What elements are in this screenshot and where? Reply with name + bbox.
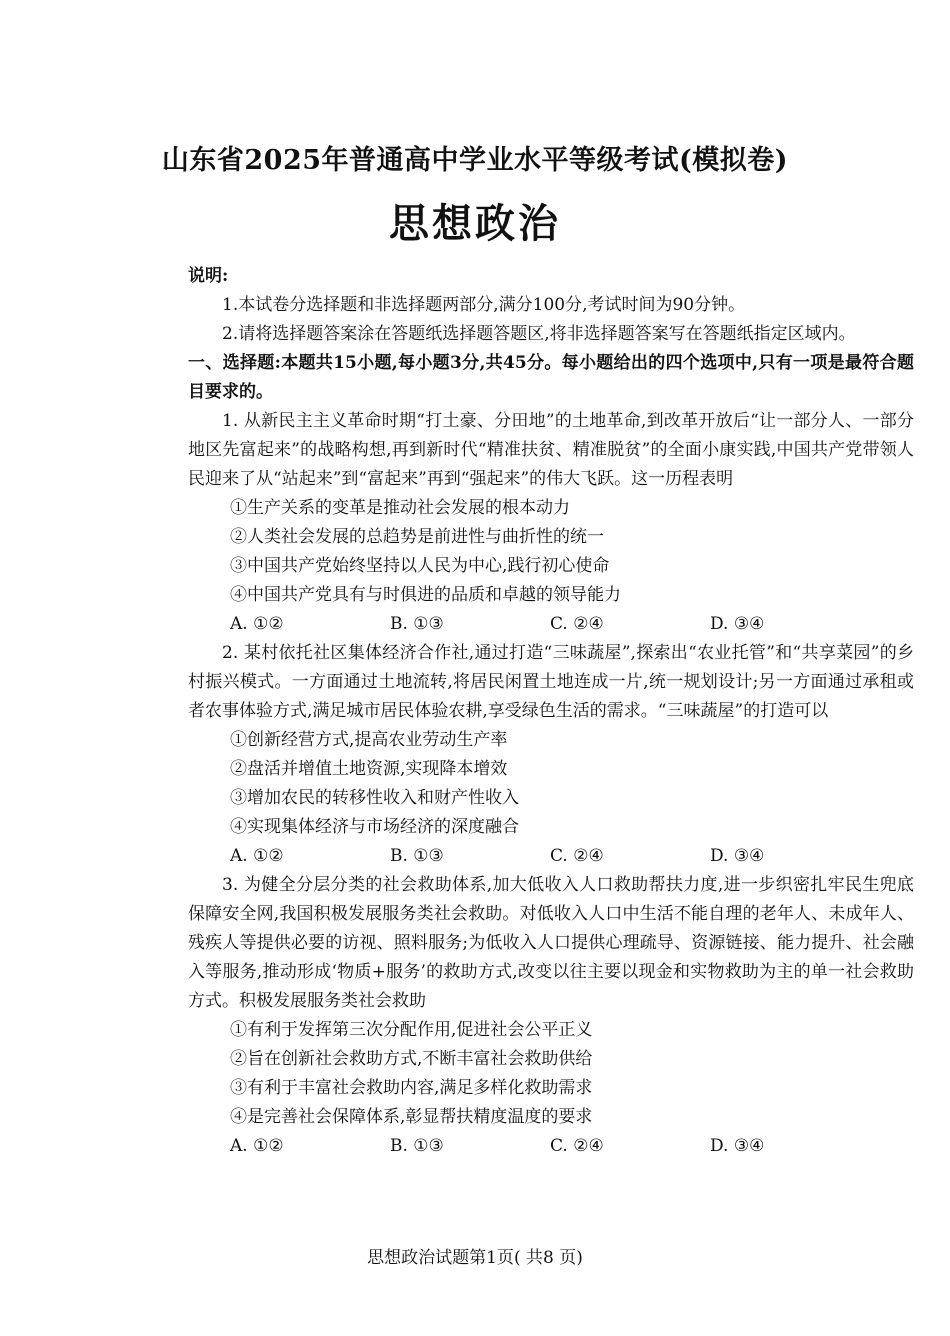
- question-option: ④实现集体经济与市场经济的深度融合: [230, 817, 519, 837]
- question-option: ②旨在创新社会救助方式,不断丰富社会救助供给: [230, 1049, 593, 1069]
- question-option: ③中国共产党始终坚持以人民为中心,践行初心使命: [230, 556, 610, 576]
- question-option: ①生产关系的变革是推动社会发展的根本动力: [230, 498, 570, 518]
- subject-title: 思想政治: [389, 200, 561, 247]
- question-stem: 3. 为健全分层分类的社会救助体系,加大低收入人口救助帮扶力度,进一步织密扎牢民生兜底保障安全网,我国积极发展服务类社会救助。对低收入人口中生活不能自理的老年人、未成年人、残疾人等提供必要的访视、照料服务;为低收入人口提供心理疏导、资源链接、能力提升、社会融入等服务,推动形成‘物质+服务’的救助方式,改变以往主要以现金和实物救助为主的单一社会救助方式。积极发展服务类社会救助: [188, 875, 914, 1011]
- question-option: ①创新经营方式,提高农业劳动生产率: [230, 730, 508, 750]
- answer-choice-c: C. ②④: [550, 846, 604, 866]
- answer-choice-a: A. ①②: [230, 614, 284, 634]
- question-3: [188, 871, 914, 1161]
- question-option: ④中国共产党具有与时俱进的品质和卓越的领导能力: [230, 585, 621, 605]
- answer-choice-b: B. ①③: [390, 614, 444, 634]
- answer-choice-a: A. ①②: [230, 1136, 284, 1156]
- answer-choice-a: A. ①②: [230, 846, 284, 866]
- question-option: ②人类社会发展的总趋势是前进性与曲折性的统一: [230, 527, 604, 547]
- page-footer: 思想政治试题第1页( 共8 页): [367, 1248, 583, 1268]
- question-2: [188, 639, 914, 871]
- question-option: ②盘活并增值土地资源,实现降本增效: [230, 759, 508, 779]
- answer-choice-b: B. ①③: [390, 1136, 444, 1156]
- question-stem: 1. 从新民主主义革命时期“打土豪、分田地”的土地革命,到改革开放后“让一部分人、一部分地区先富起来”的战略构想,再到新时代“精准扶贫、精准脱贫”的全面小康实践,中国共产党带领人民迎来了从“站起来”到“富起来”再到“强起来”的伟大飞跃。这一历程表明: [188, 411, 914, 489]
- question-option: ①有利于发挥第三次分配作用,促进社会公平正义: [230, 1020, 593, 1040]
- instructions-label: 说明:: [188, 266, 229, 286]
- question-1: [188, 407, 914, 639]
- answer-choices: [230, 842, 914, 871]
- answer-choice-b: B. ①③: [390, 846, 444, 866]
- answer-choices: [230, 610, 914, 639]
- instruction-item: 1.本试卷分选择题和非选择题两部分,满分100分,考试时间为90分钟。: [222, 295, 746, 315]
- answer-choice-d: D. ③④: [710, 846, 765, 866]
- answer-choice-c: C. ②④: [550, 614, 604, 634]
- answer-choice-d: D. ③④: [710, 614, 765, 634]
- question-option: ③有利于丰富社会救助内容,满足多样化救助需求: [230, 1078, 593, 1098]
- exam-content: [188, 262, 914, 1161]
- question-option: ④是完善社会保障体系,彰显帮扶精度温度的要求: [230, 1107, 593, 1127]
- exam-title: 山东省2025年普通高中学业水平等级考试(模拟卷): [161, 145, 789, 176]
- answer-choice-d: D. ③④: [710, 1136, 765, 1156]
- question-option: ③增加农民的转移性收入和财产性收入: [230, 788, 519, 808]
- instruction-item: 2.请将选择题答案涂在答题纸选择题答题区,将非选择题答案写在答题纸指定区域内。: [222, 324, 856, 344]
- section-heading: 一、选择题:本题共15小题,每小题3分,共45分。每小题给出的四个选项中,只有一项是最符合题目要求的。: [188, 353, 914, 402]
- question-stem: 2. 某村依托社区集体经济合作社,通过打造“三味蔬屋”,探索出“农业托管”和“共享菜园”的乡村振兴模式。一方面通过土地流转,将居民闲置土地连成一片,统一规划设计;另一方面通过承租或者农事体验方式,满足城市居民体验农耕,享受绿色生活的需求。“三味蔬屋”的打造可以: [188, 643, 914, 721]
- answer-choices: [230, 1132, 914, 1161]
- answer-choice-c: C. ②④: [550, 1136, 604, 1156]
